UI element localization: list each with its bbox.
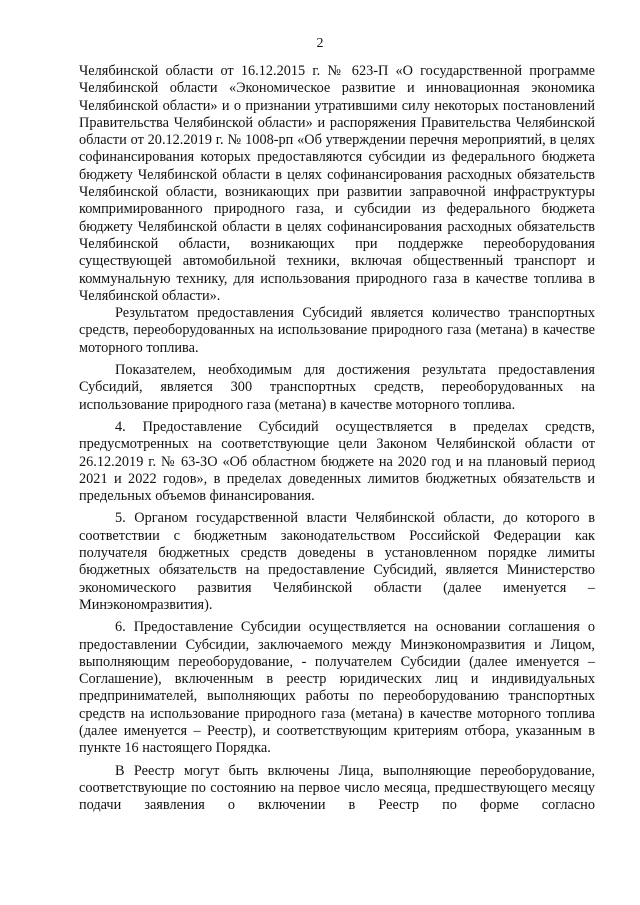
page-number: 2 — [316, 36, 324, 51]
paragraph-item-4: 4. Предоставление Субсидий осуществляется в пределах средств, предусмотренных на соответствующие цели Законом Челябинской области от 26.12.2019 г. № 63-ЗО «Об областном бюджете на 2020 год и на плановый период 2021 и 2022 годов», в пределах доведенных лимитов бюджетных обязательств и предельных объемов финансирования. — [79, 418, 595, 505]
paragraph-item-5: 5. Органом государственной власти Челябинской области, до которого в соответствии с бюджетным законодательством Российской Федерации как получателя бюджетных средств доведены в установленном порядке лимиты бюджетных обязательств на предоставление Субсидий, является Министерство экономического развития Челябинской области (далее именуется – Минэкономразвития). — [79, 510, 595, 613]
paragraph-program-reference: Челябинской области от 16.12.2015 г. № 623-П «О государственной программе Челябинской области «Экономическое развитие и инновационная экономика Челябинской области» и о признании утратившими силу некоторых постановлений Правительства Челябинской области» и распоряжения Правительства Челябинской области от 20.12.2019 г. № 1008-рп «Об утверждении перечня мероприятий, в целях софинансирования которых предоставляются субсидии из федерального бюджета бюджету Челябинской области в целях софинансирования расходных обязательств Челябинской области, возникающих при развитии заправочной инфраструктуры компримированного природного газа, и субсидии из федерального бюджета бюджету Челябинской области в целях софинансирования расходных обязательств Челябинской области, возникающих при поддержке переоборудования существующей автомобильной техники, включая общественный транспорт и коммунальную технику, для использования природного газа в качестве топлива в Челябинской области». — [79, 63, 595, 304]
paragraph-registry: В Реестр могут быть включены Лица, выполняющие переоборудование, соответствующие по состоянию на первое число месяца, предшествующего месяцу подачи заявления о включении в Реестр по форме согласно — [79, 762, 595, 814]
paragraph-result: Результатом предоставления Субсидий является количество транспортных средств, переоборудованных на использование природного газа (метана) в качестве моторного топлива. — [79, 305, 595, 356]
paragraph-indicator: Показателем, необходимым для достижения результата предоставления Субсидий, является 300 транспортных средств, переоборудованных на использование природного газа (метана) в качестве моторного топлива. — [79, 362, 595, 413]
paragraph-item-6: 6. Предоставление Субсидии осуществляется на основании соглашения о предоставлении Субсидии, заключаемого между Минэкономразвития и Лицом, выполняющим переоборудование, - получателем Субсидии (далее именуется – Соглашение), включенным в реестр юридических лиц и индивидуальных предпринимателей, выполняющих работы по переоборудованию транспортных средств на использование природного газа (метана) в качестве моторного топлива (далее именуется – Реестр), и соответствующим критериям отбора, указанным в пункте 16 настоящего Порядка. — [79, 619, 595, 757]
document-body — [79, 63, 595, 814]
